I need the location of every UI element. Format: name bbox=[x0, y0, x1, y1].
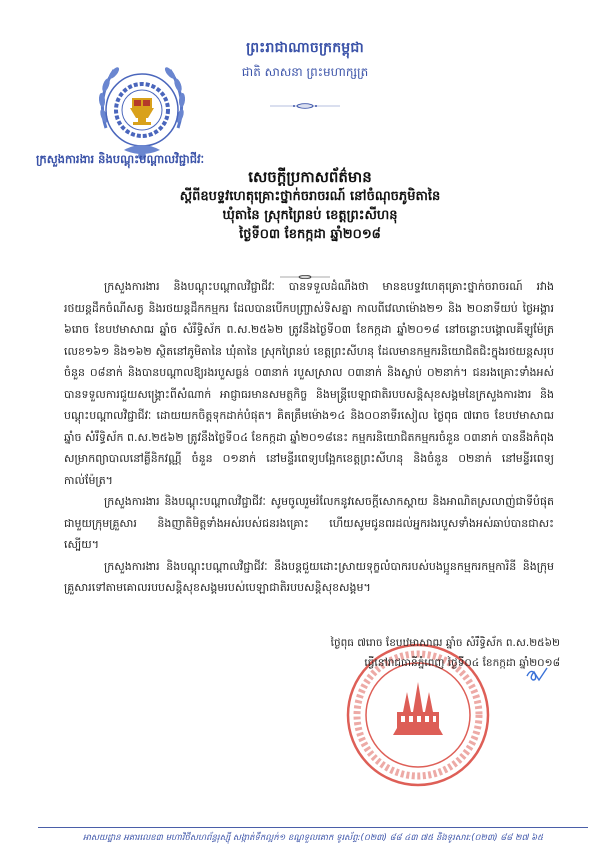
place-and-date: ធ្វើនៅរាជធានីភ្នំពេញ ថ្ងៃទី០៤ ខែកក្កដា ឆ្នាំ២០១៨ bbox=[364, 657, 560, 669]
title-date: ថ្ងៃទី០៣ ខែកក្កដា ឆ្នាំ២០១៨ bbox=[239, 227, 381, 242]
kingdom-title: ព្រះរាជាណាចក្រកម្ពុជា bbox=[246, 40, 364, 56]
press-release-body bbox=[64, 276, 554, 599]
closing-dates bbox=[270, 633, 560, 673]
section-divider-icon bbox=[280, 264, 330, 268]
paragraph-condolences: ក្រសួងការងារ និងបណ្តុះបណ្តាលវិជ្ជាជីវៈ សូមចូលរួមរំលែកនូវសេចក្តីសោកស្តាយ និងអាណិតស្រលាញ់ជាទីបំផុតជាមួយក្រុមគ្រួសារ និងញាតិមិត្តទាំងអស់របស់ជនរងគ្រោះ ហើយសូមជូនពរដល់អ្នករងរបួសទាំងអស់ឆាប់បានជាសះស្បើយ។ bbox=[64, 495, 554, 551]
footer-address: អាសយដ្ឋាន អគារលេខ៣ មហាវិថីសហព័ន្ធរុស្ស៊ី សង្កាត់ទឹកល្អក់១ ខណ្ឌទួលគោក ទូរស័ព្ទ:(០២៣) ៨៨ ៤៣ ៧៥ និងទូរសារ:(០២៣) ៨៨ ២៧ ៦៥ bbox=[82, 833, 544, 843]
title-line-1: សេចក្តីប្រកាសព័ត៌មាន bbox=[248, 168, 372, 186]
paragraph-incident: ក្រសួងការងារ និងបណ្តុះបណ្តាលវិជ្ជាជីវៈ បានទទួលដំណឹងថា មានឧបទ្ទវហេតុគ្រោះថ្នាក់ចរាចរណ៍ រវាងរថយន្តដឹកចំណីសត្វ និងរថយន្តដឹកកម្មករ ដែលបានបើកបញ្ច្រាស់ទិសគ្នា កាលពីវេលាម៉ោង២១ និង ២០នាទីយប់ ថ្ងៃអង្គារ ៦រោច ខែបឋមាសាឍ ឆ្នាំច សំរឹទ្ធិស័ក ព.ស.២៥៦២ ត្រូវនឹងថ្ងៃទី០៣ ខែកក្កដា ឆ្នាំ២០១៨ នៅចន្លោះបង្គោលគីឡូម៉ែត្រលេខ១៦១ និង១៦២ ស្ថិតនៅភូមិតានៃ ឃុំតានៃ ស្រុកព្រៃនប់ ខេត្តព្រះសីហនុ ដែលមានកម្មករនិយោជិតជិះក្នុងរថយន្តសរុបចំនួន ០៨នាក់ និងបានបណ្តាលឱ្យរងរបួសធ្ងន់ ០៣នាក់ របួសស្រាល ០៣នាក់ និងស្លាប់ ០២នាក់។ ជនរងគ្រោះទាំងអស់ បានទទួលការជួយសង្គ្រោះពីសំណាក់ អាជ្ញាធរមានសមត្ថកិច្ច និងមន្ត្រីបេឡាជាតិរបបសន្តិសុខសង្គមនៃក្រសួងការងារ និងបណ្តុះបណ្តាលវិជ្ជាជីវៈ ដោយយកចិត្តទុកដាក់បំផុត។ គិតត្រឹមម៉ោង១៤ និង០០នាទីរសៀល ថ្ងៃពុធ ៧រោច ខែបឋមាសាឍ ឆ្នាំច សំរឹទ្ធិស័ក ព.ស.២៥៦២ ត្រូវនឹងថ្ងៃទី០៤ ខែកក្កដា ឆ្នាំ២០១៨នេះ កម្មករនិយោជិតកម្មករចំនួន ០៣នាក់ បាននឹងកំពុងសម្រាកព្យាបាលនៅគ្លីនិកវណ្ណី ចំនួន ០១នាក់ នៅមន្ទីរពេទ្យបង្អែកខេត្តព្រះសីហនុ និងចំនួន ០២នាក់ នៅមន្ទីរពេទ្យកាល់ម៉ែត្រ។ bbox=[64, 280, 554, 487]
document-title bbox=[80, 168, 540, 244]
national-motto: ជាតិ សាសនា ព្រះមហាក្សត្រ bbox=[241, 65, 369, 79]
ministry-emblem-icon bbox=[92, 58, 192, 164]
ministry-name: ក្រសួងការងារ និងបណ្តុះបណ្តាលវិជ្ជាជីវៈ bbox=[36, 152, 205, 166]
title-line-3: ឃុំតានៃ ស្រុកព្រៃនប់ ខេត្តព្រះសីហនុ bbox=[222, 208, 398, 223]
lunar-date: ថ្ងៃពុធ ៧រោច ខែបឋមាសាឍ ឆ្នាំច សំរឹទ្ធិស័ក ព.ស.២៥៦២ bbox=[330, 637, 560, 649]
title-line-2: ស្តីពីឧបទ្ទវហេតុគ្រោះថ្នាក់ចរាចរណ៍ នៅចំណុចភូមិតានៃ bbox=[179, 189, 441, 204]
signature-icon bbox=[525, 666, 551, 684]
ornament-divider-icon bbox=[270, 94, 340, 100]
footer-rule bbox=[38, 827, 588, 828]
paragraph-support: ក្រសួងការងារ និងបណ្តុះបណ្តាលវិជ្ជាជីវៈ នឹងបន្តជួយដោះស្រាយទុក្ខលំបាករបស់បងប្អូនកម្មករកម្មការិនី និងក្រុមគ្រួសារទៅតាមគោលរបបសន្តិសុខសង្គមរបស់បេឡាជាតិរបបសន្តិសុខសង្គម។ bbox=[64, 559, 554, 594]
